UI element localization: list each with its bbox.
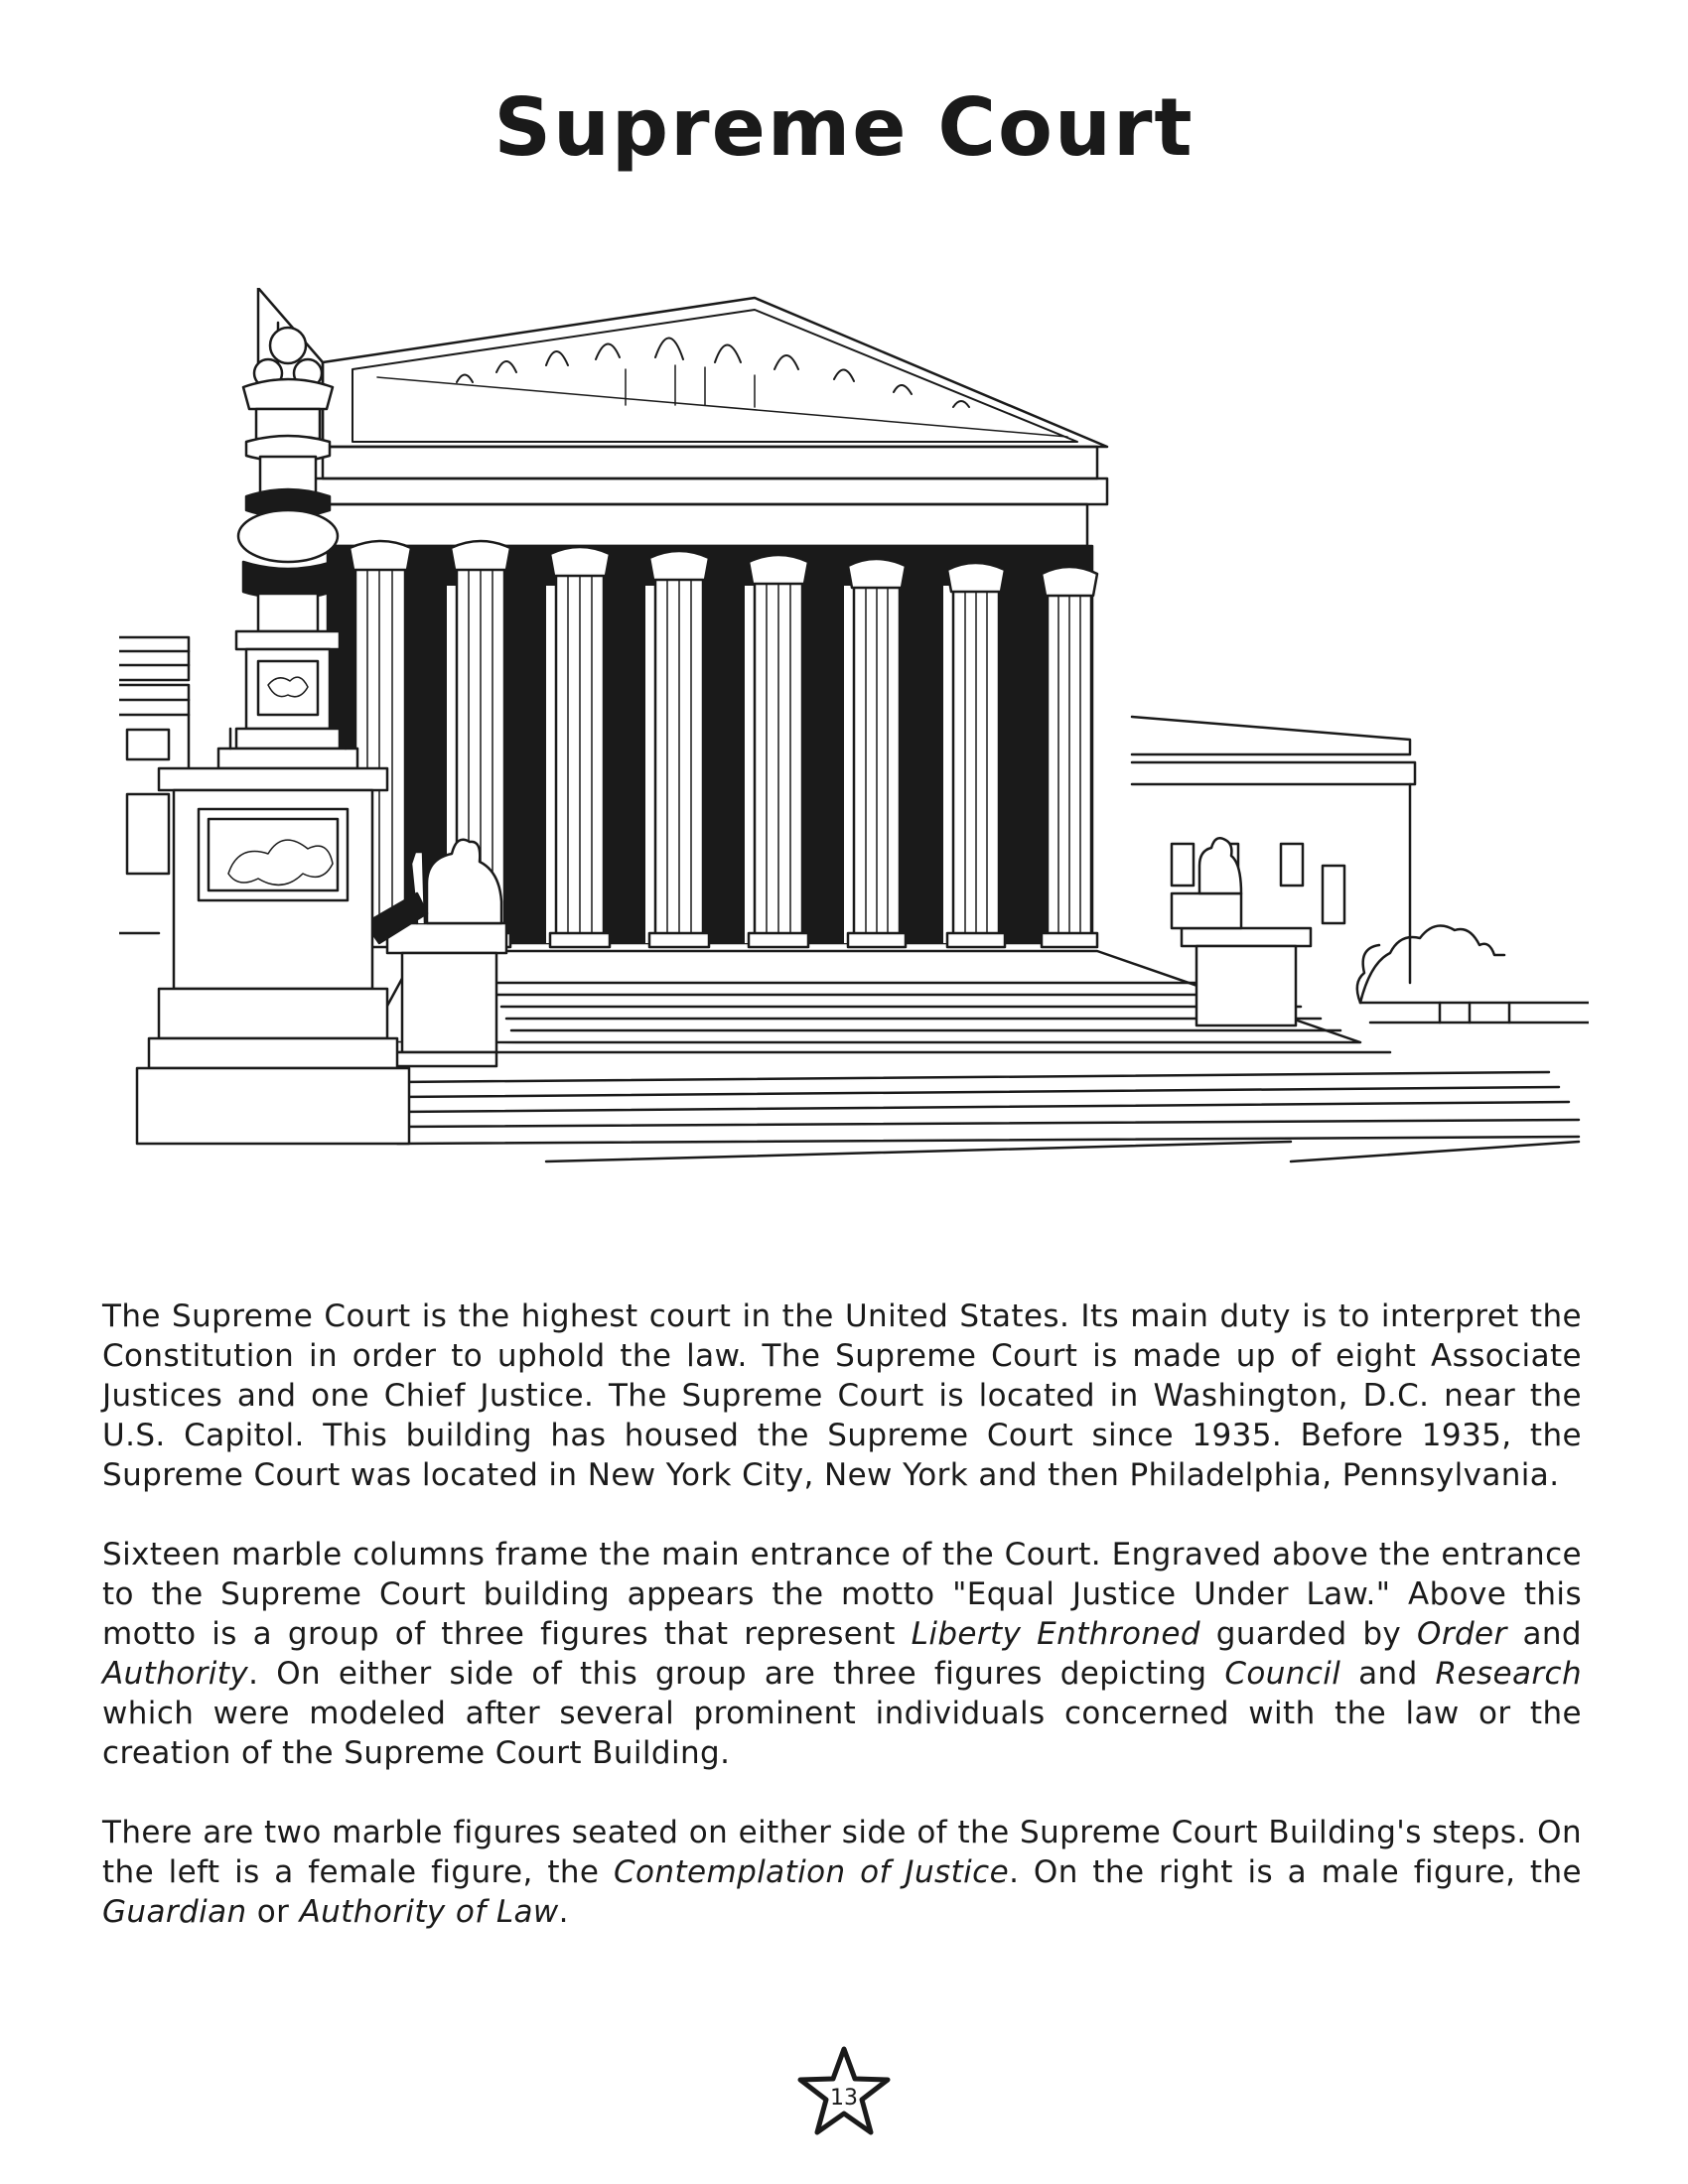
- italic-text-run: Contemplation of Justice: [614, 1854, 1010, 1890]
- italic-text-run: Guardian: [102, 1894, 247, 1930]
- pediment: [258, 288, 1107, 447]
- text-run: which were modeled after several prominent individuals concerned with the law or the creation of the Supreme Court Building.: [102, 1696, 1582, 1771]
- entablature: [268, 447, 1107, 546]
- paragraph: [102, 1297, 1582, 1495]
- page-number: 13: [830, 2086, 858, 2111]
- paragraph: [102, 1535, 1582, 1773]
- text-run: .: [558, 1894, 569, 1930]
- steps: [367, 951, 1579, 1161]
- italic-text-run: Liberty Enthroned: [911, 1616, 1200, 1652]
- page-title: Supreme Court: [493, 81, 1195, 174]
- italic-text-run: Order: [1417, 1616, 1507, 1652]
- supreme-court-illustration: [119, 288, 1589, 1211]
- text-run: . On the right is a male figure, the: [1009, 1854, 1582, 1890]
- text-run: . On either side of this group are three figures depicting: [248, 1656, 1225, 1692]
- text-run: The Supreme Court is the highest court in the United States. Its main duty is to interpret the Constitution in order to uphold the law. The Supreme Court is made up of eight Associate Justices and one Chief Justice. The Supreme Court is located in Washington, D.C. near the U.S. Capitol. This building has housed the Supreme Court since 1935. Before 1935, the Supreme Court was located in New York City, New York and then Philadelphia, Pennsylvania.: [102, 1298, 1582, 1493]
- body-text: [102, 1297, 1582, 1972]
- text-run: and: [1340, 1656, 1436, 1692]
- text-run: Sixteen marble columns frame the main entrance of the Court. Engraved above the entrance to the Supreme Court building appears the motto "Equal Justice Under Law." Above this motto is a group of three figures that represent: [102, 1537, 1582, 1652]
- text-run: or: [246, 1894, 300, 1930]
- italic-text-run: Authority of Law: [299, 1894, 559, 1930]
- text-run: and: [1506, 1616, 1583, 1652]
- italic-text-run: Research: [1435, 1656, 1583, 1692]
- italic-text-run: Authority: [102, 1656, 249, 1692]
- paragraph: [102, 1813, 1582, 1932]
- left-pedestal: [137, 768, 409, 1144]
- text-run: There are two marble figures seated on either side of the Supreme Court Building's steps. On the left is a female figure, the: [102, 1815, 1582, 1890]
- italic-text-run: Council: [1224, 1656, 1341, 1692]
- page-number-star: [796, 2045, 892, 2140]
- text-run: guarded by: [1199, 1616, 1418, 1652]
